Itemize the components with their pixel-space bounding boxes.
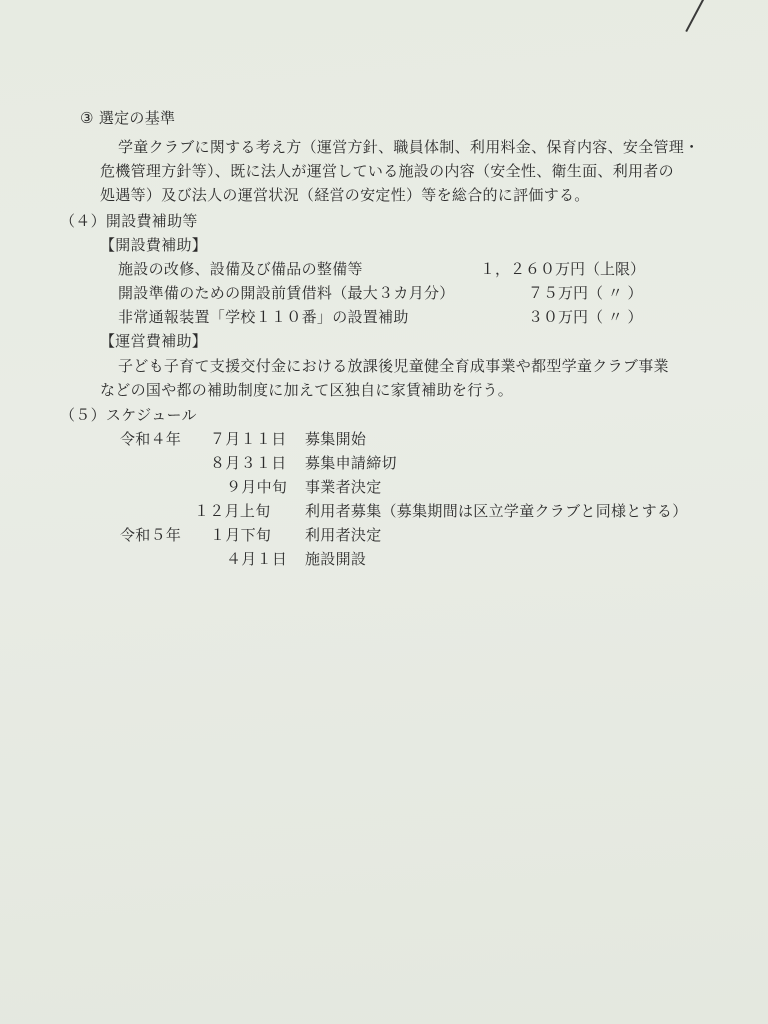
subsidy-item-label: 開設準備のための開設前賃借料（最大３カ月分）	[118, 284, 455, 302]
schedule-heading: （５）スケジュール	[60, 406, 197, 424]
subsidy-item-label: 非常通報装置「学校１１０番」の設置補助	[118, 308, 409, 326]
criteria-line: 危機管理方針等）、既に法人が運営している施設の内容（安全性、衛生面、利用者の	[100, 162, 674, 180]
schedule-date: ４月１日	[226, 550, 288, 568]
schedule-year: 令和５年	[120, 526, 182, 544]
criteria-line: 処遇等）及び法人の運営状況（経営の安定性）等を総合的に評価する。	[100, 186, 590, 204]
operation-line: 子ども子育て支援交付金における放課後児童健全育成事業や都型学童クラブ事業	[118, 357, 669, 375]
schedule-event: 利用者募集（募集期間は区立学童クラブと同様とする）	[305, 502, 688, 520]
schedule-event: 事業者決定	[305, 478, 382, 496]
schedule-event: 募集申請締切	[305, 454, 397, 472]
schedule-date: １２月上旬	[194, 502, 271, 520]
schedule-date: １月下旬	[210, 526, 272, 544]
operation-subsidy-heading: 【運営費補助】	[100, 332, 208, 350]
subsidy-heading: （４）開設費補助等	[60, 212, 198, 230]
operation-line: などの国や都の補助制度に加えて区独自に家賃補助を行う。	[100, 381, 514, 399]
schedule-year: 令和４年	[120, 430, 182, 448]
schedule-date: ７月１１日	[210, 430, 287, 448]
setup-subsidy-heading: 【開設費補助】	[100, 236, 208, 254]
schedule-date: ８月３１日	[210, 454, 287, 472]
subsidy-item-label: 施設の改修、設備及び備品の整備等	[118, 260, 363, 278]
subsidy-item-amount: ７５万円（ 〃 ）	[528, 284, 643, 302]
schedule-date: ９月中旬	[226, 478, 288, 496]
schedule-event: 募集開始	[305, 430, 367, 448]
criteria-line: 学童クラブに関する考え方（運営方針、職員体制、利用料金、保育内容、安全管理・	[118, 138, 700, 156]
subsidy-item-amount: １，２６０万円（上限）	[480, 260, 646, 278]
criteria-heading: ③ 選定の基準	[80, 109, 176, 127]
schedule-event: 利用者決定	[305, 526, 382, 544]
pen-mark	[685, 0, 706, 32]
subsidy-item-amount: ３０万円（ 〃 ）	[528, 308, 643, 326]
schedule-event: 施設開設	[305, 550, 367, 568]
